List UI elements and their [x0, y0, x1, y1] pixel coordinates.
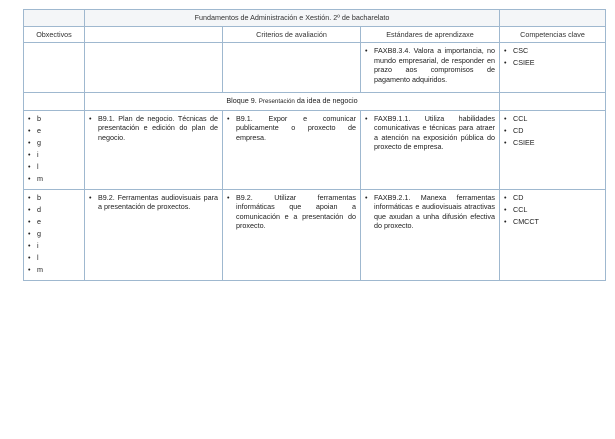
objective-item: • e: [28, 126, 80, 136]
cell-objectives: [24, 189, 85, 280]
table-row-previous-block: [24, 43, 606, 93]
cell-empty: [500, 93, 606, 111]
block-suffix: da idea de negocio: [294, 96, 358, 105]
competence-item: • CSC: [504, 46, 601, 56]
objective-item: • l: [28, 162, 80, 172]
block-small-word: Presentación: [258, 98, 295, 105]
competence-item: • CD: [504, 193, 601, 203]
cell-standard: [361, 43, 500, 93]
objective-item: • b: [28, 114, 80, 124]
competence-item: • CD: [504, 126, 601, 136]
block-prefix: Bloque 9.: [226, 96, 259, 105]
competence-item: • CCL: [504, 205, 601, 215]
table-title: Fundamentos de Administración e Xestión. 2º de bacharelato: [85, 10, 500, 27]
objective-item: • g: [28, 138, 80, 148]
curriculum-table: [23, 9, 606, 281]
competence-item: • CSIEE: [504, 58, 601, 68]
cell-empty: [24, 93, 85, 111]
header-contents-empty: [85, 26, 223, 43]
header-objectives: Obxectivos: [24, 26, 85, 43]
criteria-text: • B9.1. Expor e comunicar publicamente o proxecto de empresa.: [227, 114, 356, 143]
content-text: • B9.2. Ferramentas audiovisuais para a presentación de proxectos.: [89, 193, 218, 212]
cell-competences: [500, 110, 606, 189]
content-text: • B9.1. Plan de negocio. Técnicas de presentación e edición do plan de negocio.: [89, 114, 218, 143]
cell-criteria: [223, 189, 361, 280]
objective-item: • m: [28, 174, 80, 184]
header-criteria: Criterios de avaliación: [223, 26, 361, 43]
cell-empty: [24, 43, 85, 93]
header-standards: Estándares de aprendizaxe: [361, 26, 500, 43]
objective-item: • d: [28, 205, 80, 215]
cell-contents: [85, 189, 223, 280]
cell-competences: [500, 43, 606, 93]
objective-item: • b: [28, 193, 80, 203]
title-row: [24, 10, 606, 27]
cell-contents: [85, 110, 223, 189]
objective-item: • g: [28, 229, 80, 239]
block-heading: [85, 93, 500, 111]
title-empty-cell: [24, 10, 85, 27]
cell-empty: [85, 43, 223, 93]
cell-objectives: [24, 110, 85, 189]
standard-text: • FAXB9.2.1. Manexa ferramentas informáticas e audiovisuais atractivas que axudan a unha difusión efectiva do proxecto.: [365, 193, 495, 231]
table-row: [24, 110, 606, 189]
competence-item: • CSIEE: [504, 138, 601, 148]
standard-text: • FAXB8.3.4. Valora a importancia, no mundo empresarial, de responder en prazo aos compromisos de pagamento adquiridos.: [365, 46, 495, 84]
cell-criteria: [223, 110, 361, 189]
objective-item: • e: [28, 217, 80, 227]
objective-item: • i: [28, 241, 80, 251]
competence-item: • CMCCT: [504, 217, 601, 227]
title-empty-cell-right: [500, 10, 606, 27]
objective-item: • m: [28, 265, 80, 275]
column-header-row: [24, 26, 606, 43]
criteria-text: • B9.2. Utilizar ferramentas informáticas que apoian a comunicación e a presentación do proxecto.: [227, 193, 356, 231]
table-row: [24, 189, 606, 280]
objective-item: • l: [28, 253, 80, 263]
cell-empty: [223, 43, 361, 93]
cell-standard: [361, 189, 500, 280]
cell-standard: [361, 110, 500, 189]
standard-text: • FAXB9.1.1. Utiliza habilidades comunicativas e técnicas para atraer a atención na exposición pública do proxecto de empresa.: [365, 114, 495, 152]
competence-item: • CCL: [504, 114, 601, 124]
block-heading-row: [24, 93, 606, 111]
header-competences: Competencias clave: [500, 26, 606, 43]
objective-item: • i: [28, 150, 80, 160]
cell-competences: [500, 189, 606, 280]
